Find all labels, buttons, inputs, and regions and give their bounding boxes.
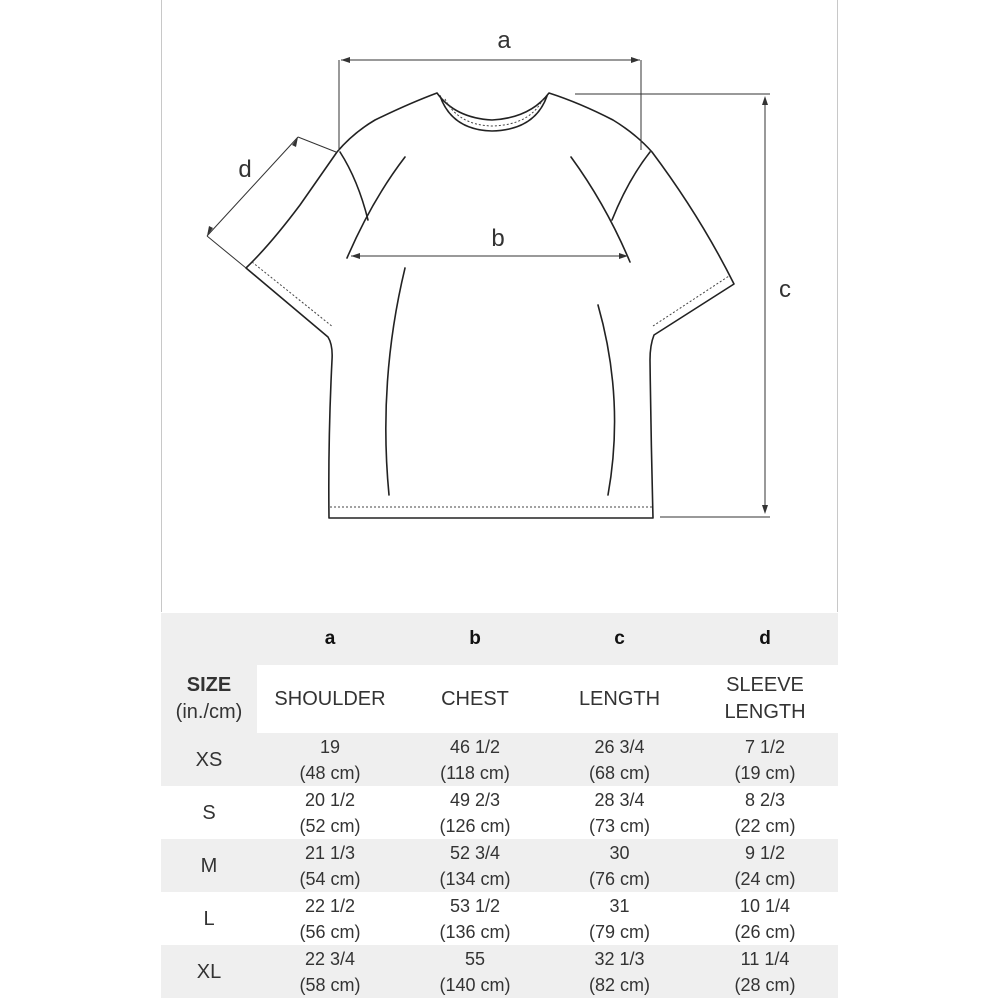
table-cell bbox=[692, 839, 838, 892]
size-label: L bbox=[161, 892, 257, 945]
value-in: 7 1/2 bbox=[744, 736, 786, 757]
table-cell bbox=[547, 839, 692, 892]
table-cell bbox=[403, 839, 547, 892]
size-label: XL bbox=[161, 945, 257, 998]
table-row-l bbox=[161, 892, 838, 945]
size-unit-header bbox=[161, 665, 257, 733]
value-in: 53 1/2 bbox=[449, 895, 501, 916]
value-cm: (58 cm) bbox=[299, 974, 361, 995]
measure-b-left-arrow bbox=[351, 253, 360, 259]
table-cell bbox=[257, 945, 403, 998]
size-label: XS bbox=[161, 733, 257, 786]
value-cm: (126 cm) bbox=[439, 815, 511, 836]
column-header-line1: CHEST bbox=[441, 687, 509, 710]
right-shoulder-seam bbox=[612, 152, 650, 220]
value-cm: (73 cm) bbox=[588, 815, 650, 836]
table-cell bbox=[257, 892, 403, 945]
table-row-xl bbox=[161, 945, 838, 998]
table-cell bbox=[692, 733, 838, 786]
value-cm: (140 cm) bbox=[439, 974, 511, 995]
table-cell bbox=[547, 945, 692, 998]
letter-d: d bbox=[692, 613, 838, 665]
letter-c: c bbox=[547, 613, 692, 665]
table-cell bbox=[547, 892, 692, 945]
value-in: 9 1/2 bbox=[744, 842, 786, 863]
right-fold-line bbox=[598, 305, 615, 495]
label-d: d bbox=[238, 156, 252, 183]
value-cm: (118 cm) bbox=[440, 762, 510, 783]
letter-b: b bbox=[403, 613, 547, 665]
table-cell bbox=[547, 733, 692, 786]
measure-a-right-arrow bbox=[631, 57, 640, 63]
value-cm: (56 cm) bbox=[299, 921, 361, 942]
letter-a: a bbox=[257, 613, 403, 665]
table-row-xs bbox=[161, 733, 838, 786]
column-header-shoulder bbox=[257, 665, 403, 733]
value-cm: (28 cm) bbox=[734, 974, 796, 995]
tshirt-outline bbox=[246, 93, 734, 518]
size-chart-table bbox=[161, 613, 838, 998]
collar-line bbox=[440, 96, 547, 131]
table-cell bbox=[692, 945, 838, 998]
value-in: 21 1/3 bbox=[304, 842, 356, 863]
column-header-line1: SLEEVE bbox=[726, 674, 804, 696]
value-in: 31 bbox=[609, 895, 630, 916]
value-cm: (48 cm) bbox=[299, 762, 361, 783]
value-in: 55 bbox=[464, 948, 486, 969]
measure-d-top-tick bbox=[298, 137, 336, 152]
value-in: 11 1/4 bbox=[740, 948, 790, 969]
left-raglan-line bbox=[347, 157, 405, 258]
value-cm: (134 cm) bbox=[439, 868, 511, 889]
column-header-sleeve-length bbox=[692, 665, 838, 733]
value-cm: (24 cm) bbox=[734, 868, 796, 889]
label-a: a bbox=[497, 27, 511, 54]
value-in: 26 3/4 bbox=[594, 736, 645, 757]
right-cuff-stitch bbox=[653, 276, 729, 326]
size-label: M bbox=[161, 839, 257, 892]
value-cm: (22 cm) bbox=[734, 815, 796, 836]
value-cm: (82 cm) bbox=[588, 974, 650, 995]
value-in: 19 bbox=[319, 736, 341, 757]
column-name-row bbox=[161, 665, 838, 733]
value-in: 52 3/4 bbox=[449, 842, 501, 863]
value-in: 32 1/3 bbox=[594, 948, 645, 969]
table-cell bbox=[692, 786, 838, 839]
value-in: 22 1/2 bbox=[304, 895, 356, 916]
column-header-line1: SHOULDER bbox=[274, 687, 386, 710]
value-cm: (76 cm) bbox=[588, 868, 650, 889]
table-cell bbox=[403, 733, 547, 786]
column-header-chest bbox=[403, 665, 547, 733]
value-cm: (79 cm) bbox=[588, 921, 650, 942]
measure-a-left-arrow bbox=[341, 57, 350, 63]
measure-c-bottom-arrow bbox=[762, 505, 768, 514]
table-row-m bbox=[161, 839, 838, 892]
value-in: 30 bbox=[609, 842, 630, 863]
value-in: 10 1/4 bbox=[739, 895, 791, 916]
value-in: 22 3/4 bbox=[304, 948, 356, 969]
column-letter-row bbox=[161, 613, 838, 665]
table-cell bbox=[692, 892, 838, 945]
column-header-length bbox=[547, 665, 692, 733]
label-c: c bbox=[779, 276, 791, 303]
value-cm: (136 cm) bbox=[439, 921, 511, 942]
table-cell bbox=[403, 945, 547, 998]
unit-header: (in./cm) bbox=[175, 701, 243, 723]
value-in: 8 2/3 bbox=[744, 789, 786, 810]
left-cuff-stitch bbox=[252, 262, 333, 327]
value-cm: (52 cm) bbox=[299, 815, 361, 836]
size-label: S bbox=[161, 786, 257, 839]
left-fold-line bbox=[386, 268, 405, 495]
label-b: b bbox=[491, 225, 505, 252]
measure-c-top-arrow bbox=[762, 96, 768, 105]
value-cm: (26 cm) bbox=[734, 921, 796, 942]
value-cm: (19 cm) bbox=[734, 762, 796, 783]
value-in: 28 3/4 bbox=[594, 789, 645, 810]
table-cell bbox=[257, 786, 403, 839]
table-cell bbox=[403, 892, 547, 945]
column-header-line2: LENGTH bbox=[724, 701, 806, 723]
value-in: 46 1/2 bbox=[449, 736, 501, 757]
value-in: 20 1/2 bbox=[304, 789, 356, 810]
table-row-s bbox=[161, 786, 838, 839]
value-in: 49 2/3 bbox=[449, 789, 501, 810]
size-header: SIZE bbox=[186, 674, 232, 696]
corner-cell bbox=[161, 613, 257, 665]
table-cell bbox=[257, 839, 403, 892]
left-shoulder-seam bbox=[340, 152, 368, 220]
value-cm: (54 cm) bbox=[299, 868, 361, 889]
column-header-line1: LENGTH bbox=[578, 687, 661, 710]
measure-d-bottom-tick bbox=[207, 236, 246, 268]
right-raglan-line bbox=[571, 157, 630, 262]
value-cm: (68 cm) bbox=[588, 762, 650, 783]
table-cell bbox=[257, 733, 403, 786]
table-cell bbox=[547, 786, 692, 839]
table-cell bbox=[403, 786, 547, 839]
measure-d-line bbox=[207, 137, 298, 236]
